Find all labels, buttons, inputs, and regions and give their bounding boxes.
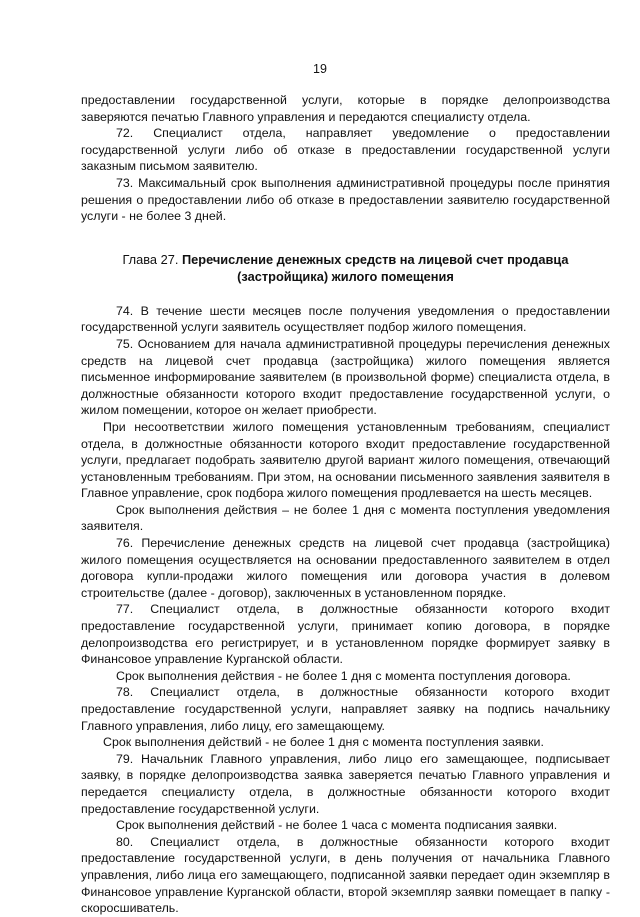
paragraph: предоставлении государственной услуги, которые в порядке делопроизводства заверяются печатью Главного управления и передаются специалисту отдела.: [81, 93, 610, 124]
paragraph-77: 77. Специалист отдела, в должностные обязанности которого входит предоставление государственной услуги, принимает копию договора, в порядке делопроизводства его регистрирует, и в установленном порядке формирует заявку в Финансовое управление Курганской области.: [81, 602, 610, 667]
paragraph-deadline: Срок выполнения действия - не более 1 дня с момента поступления договора.: [116, 668, 571, 683]
paragraph-72: 72. Специалист отдела, направляет уведомление о предоставлении государственной услуги либо об отказе в предоставлении государственной услуги заказным письмом заявителю.: [81, 126, 610, 174]
paragraph-73: 73. Максимальный срок выполнения административной процедуры после принятия решения о предоставлении либо об отказе в предоставлении заявителю государственной услуги - не более 3 дней.: [81, 175, 610, 224]
paragraph-78: 78. Специалист отдела, в должностные обязанности которого входит предоставление государственной услуги, направляет заявку на подпись начальнику Главного управления, либо лицу, его замещающему.: [81, 685, 610, 733]
document-body: [81, 92, 610, 917]
paragraph-deadline: Срок выполнения действий - не более 1 часа с момента подписания заявки.: [116, 818, 558, 833]
paragraph-deadline: Срок выполнения действий - не более 1 дня с момента поступления заявки.: [103, 735, 544, 750]
chapter-heading: [81, 251, 610, 285]
chapter-prefix: Глава 27.: [122, 251, 182, 267]
paragraph-75: 75. Основанием для начала административной процедуры перечисления денежных средств на лицевой счет продавца (застройщика) жилого помещения является письменное информирование заявителем (в произвольной форме) специалиста отдела, в должностные обязанности которого входит предоставление государственной услуги, о жилом помещении, которое он желает приобрести.: [81, 336, 610, 418]
paragraph-80: 80. Специалист отдела, в должностные обязанности которого входит предоставление государственной услуги, в день получения от начальника Главного управления, либо лица его замещающего, подписанной заявки передает один экземпляр в Финансовое управление Курганской области, второй экземпляр заявки помещает в папку - скоросшиватель.: [81, 834, 610, 916]
paragraph-76: 76. Перечисление денежных средств на лицевой счет продавца (застройщика) жилого помещения осуществляется на основании предоставленного заявителем в отдел договора купли-продажи жилого помещения или договора участия в долевом строительстве (далее - договор), заключенных в установленном порядке.: [81, 536, 610, 600]
page-number: 19: [313, 62, 327, 76]
paragraph-74: 74. В течение шести месяцев после получения уведомления о предоставлении государственной услуги заявитель осуществляет подбор жилого помещения.: [81, 303, 610, 335]
paragraph-79: 79. Начальник Главного управления, либо лицо его замещающее, подписывает заявку, в порядке делопроизводства заявка заверяется печатью Главного управления и передается специалисту отдела, в должностные обязанности которого входит предоставление государственной услуги.: [81, 751, 610, 816]
chapter-title: Перечисление денежных средств на лицевой счет продавца (застройщика) жилого помещения: [181, 251, 569, 284]
paragraph-mismatch: При несоответствии жилого помещения установленным требованиям, специалист отдела, в должностные обязанности которого входит предоставление государственной услуги, предлагает подобрать заявителю другой вариант жилого помещения, отвечающий установленным требованиям. При этом, на основании письменного заявления заявителя в Главное управление, срок подбора жилого помещения продлевается на шесть месяцев.: [81, 419, 610, 501]
paragraph-deadline: Срок выполнения действия – не более 1 дня с момента поступления уведомления заявителя.: [81, 502, 610, 534]
